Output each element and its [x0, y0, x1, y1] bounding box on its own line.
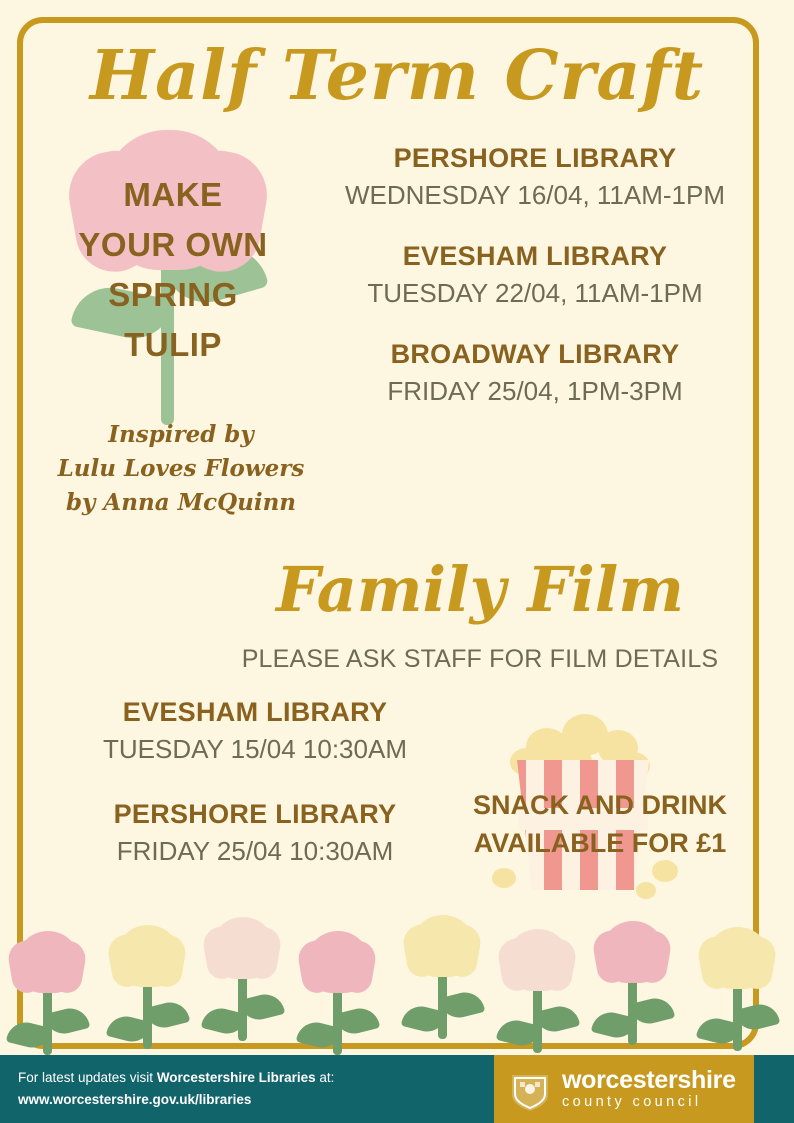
craft-session-item — [300, 140, 770, 214]
film-session-datetime: FRIDAY 25/04 10:30AM — [116, 836, 394, 866]
tulip-icon — [205, 913, 279, 1041]
council-logo-text — [562, 1067, 736, 1111]
tulip-icon — [595, 917, 669, 1045]
tulip-icon — [405, 911, 479, 1039]
tulip-icon — [500, 925, 574, 1053]
film-details-note: PLEASE ASK STAFF FOR FILM DETAILS — [241, 645, 719, 673]
craft-activity-line-4: TULIP — [124, 326, 222, 363]
film-session-item — [30, 796, 480, 870]
snack-price-note — [440, 786, 760, 862]
tulip-icon — [700, 923, 774, 1051]
popcorn-kernel — [492, 868, 516, 888]
craft-session-venue: PERSHORE LIBRARY — [393, 143, 677, 173]
council-crest-icon — [508, 1067, 552, 1111]
council-logo-line-2: county council — [562, 1094, 702, 1110]
film-session-list — [30, 694, 480, 898]
council-logo-line-1: worcestershire — [562, 1066, 736, 1094]
craft-activity-line-1: MAKE — [123, 176, 223, 213]
inspiration-line-3: by Anna McQuinn — [65, 489, 297, 516]
popcorn-kernel — [636, 882, 656, 899]
craft-session-item — [300, 238, 770, 312]
footer-bar — [0, 1055, 794, 1123]
footer-line-1 — [18, 1067, 334, 1089]
craft-activity-heading — [48, 170, 298, 370]
craft-inspiration-credit — [48, 418, 314, 520]
popcorn-kernel — [652, 860, 678, 882]
worcestershire-county-council-logo — [494, 1055, 754, 1123]
inspiration-line-2: Lulu Loves Flowers — [57, 455, 305, 482]
tulip-icon — [110, 921, 184, 1049]
footer-contact-text — [18, 1067, 334, 1111]
film-session-venue: PERSHORE LIBRARY — [113, 799, 397, 829]
craft-session-list — [300, 140, 770, 434]
snack-note-line-1: SNACK AND DRINK — [473, 790, 727, 820]
footer-line-1-bold: Worcestershire Libraries — [156, 1070, 316, 1085]
craft-activity-line-2: YOUR OWN — [78, 226, 268, 263]
tulip-icon — [300, 927, 374, 1055]
craft-session-datetime: FRIDAY 25/04, 1PM-3PM — [387, 376, 683, 406]
page-title-half-term-craft: Half Term Craft — [89, 36, 705, 116]
craft-session-venue: EVESHAM LIBRARY — [402, 241, 668, 271]
bottom-tulip-border — [0, 925, 794, 1055]
craft-session-item — [300, 336, 770, 410]
film-session-venue: EVESHAM LIBRARY — [122, 697, 388, 727]
footer-website-link[interactable]: www.worcestershire.gov.uk/libraries — [18, 1092, 252, 1107]
craft-session-venue: BROADWAY LIBRARY — [390, 339, 680, 369]
craft-session-datetime: WEDNESDAY 16/04, 11AM-1PM — [344, 180, 726, 210]
snack-note-line-2: AVAILABLE FOR £1 — [473, 828, 727, 858]
footer-line-1-prefix: For latest updates visit — [18, 1070, 157, 1085]
section-title-family-film: Family Film — [276, 553, 684, 626]
film-session-datetime: TUESDAY 15/04 10:30AM — [103, 734, 407, 764]
film-session-item — [30, 694, 480, 768]
craft-session-datetime: TUESDAY 22/04, 11AM-1PM — [367, 278, 703, 308]
craft-activity-line-3: SPRING — [108, 276, 238, 313]
tulip-icon — [10, 927, 84, 1055]
footer-line-1-suffix: at: — [315, 1070, 335, 1085]
inspiration-line-1: Inspired by — [108, 421, 254, 448]
